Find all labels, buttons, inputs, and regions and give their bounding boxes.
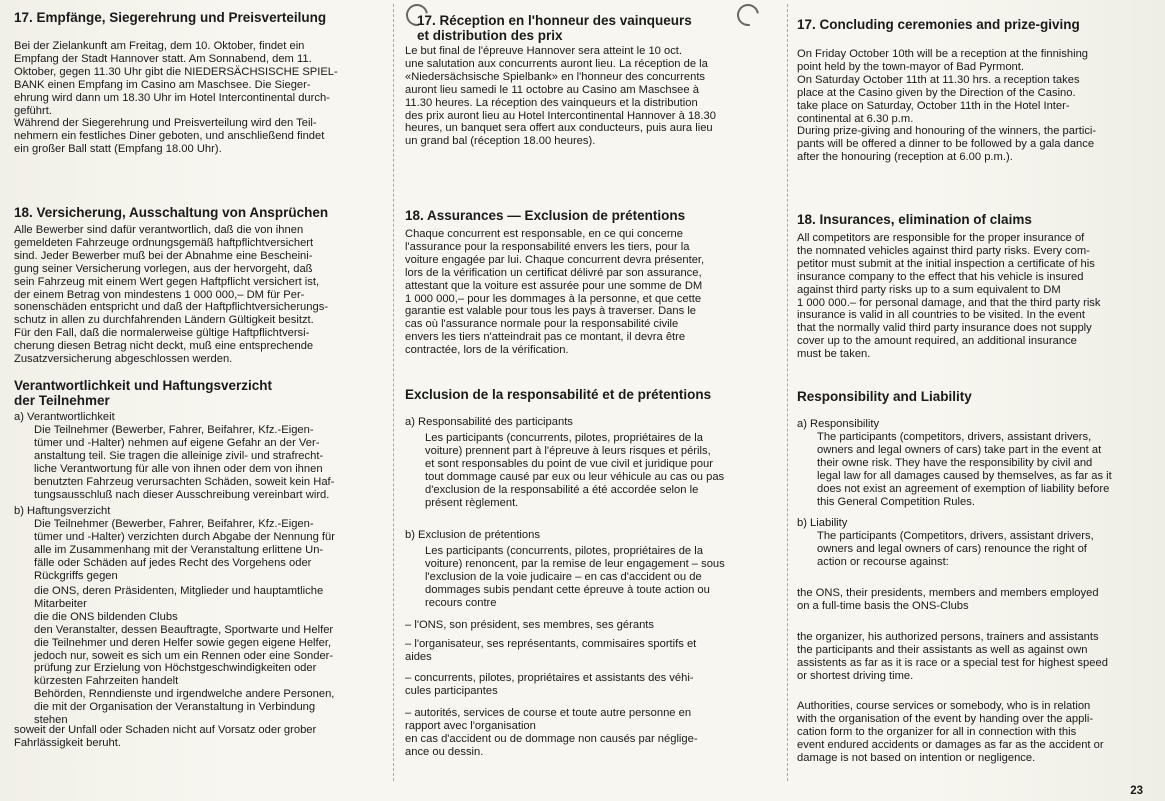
- en-section18-text: All competitors are responsible for the proper insurance of the nomnated vehicles against third party risks. Every com- petitor must submit at the initial inspection a certificate of his insurance company to the effect that his vehicle is insured against third party risks up to a sum equivalent to DM 1 000 000.– for personal damage, and that the third party risk insurance is valid in all countries to be visited. In the event that the normally valid third party insurance does not supply cover up to the amount required, an additional insurance must be taken.: [797, 232, 1101, 361]
- fr-list-item-competitors: – concurrents, pilotes, propriétaires et assistants des véhi- cules participantes: [405, 672, 694, 697]
- en-b-text: The participants (Competitors, drivers, assistant drivers, owners and legal owners of cars) renounce the right of action or recourse against:: [817, 530, 1094, 568]
- de-section18-text: Alle Bewerber sind dafür verantwortlich, daß die von ihnen gemeldeten Fahrzeuge ordnungsgemäß haftpflichtversichert sind. Jeder Bewerber muß bei der Abnahme eine Bescheini- gung seiner Versicherung vorlegen, aus der hervorgeht, daß sein Fahrzeug mit einem Wert gegen Haftpflicht versichert ist, der einem Betrag von mindestens 1 000 000,– DM für Per- sonenschäden entspricht und daß der Haftpflichtversicherungs- schutz in allen zu durchfahrenden Ländern Gültigkeit besitzt. Für den Fall, daß die normalerweise gültige Haftpflichtversi- cherung diesen Betrag nicht deckt, muß eine entsprechende Zusatzversicherung abgeschlossen werden.: [14, 224, 329, 366]
- german-column: [14, 0, 386, 801]
- de-a-label: a) Verantwortlichkeit: [14, 411, 115, 423]
- en-list-item-authorities: Authorities, course services or somebody, who is in relation with the organisation of the event by handing over the appli- cation form to the organizer for all in connection with this event endured accidents or damages as far as the accident or damage is not based on intention or negligence.: [797, 700, 1104, 764]
- en-responsibility-title: Responsibility and Liability: [797, 389, 972, 404]
- fr-section17-title: 17. Réception en l'honneur des vainqueurs et distribution des prix: [417, 13, 692, 43]
- fr-list-item-authorities: – autorités, services de course et toute autre personne en rapport avec l'organisation en cas d'accident ou de dommage non causés par néglige- ance ou dessin.: [405, 707, 698, 758]
- de-b-list: die ONS, deren Präsidenten, Mitglieder und hauptamtliche Mitarbeiter die die ONS bildenden Clubs den Veranstalter, dessen Beauftragte, Sportwarte und Helfer die Teilnehmer und deren Helfer sowie gegen eigene Helfer, jedoch nur, soweit es sich um ein Rennen oder eine Sonder- prüfung zur Erzielung von Höchstgeschwindigkeiten oder kürzesten Fahrzeiten handelt Behörden, Renndienste und irgendwelche andere Personen, die mit der Organisation der Veranstaltung in Verbindung stehen: [34, 585, 335, 727]
- fr-section18-text: Chaque concurrent est responsable, en ce qui concerne l'assurance pour la responsabilité envers les tiers, pour la voiture engagée par lui. Chaque concurrent devra présenter, lors de la vérification un certificat délivré par son assurance, attestant que la voiture est assurée pour une somme de DM 1 000 000,– pour les dommages à la personne, et que cette garantie est valable pour tous les pays à traverser. Dans le cas où l'assurance normale pour la responsabilité civile envers les tiers n'atteindrait pas ce montant, il devra être contractée, lors de la vérification.: [405, 228, 705, 357]
- column-divider-left: [393, 4, 394, 781]
- french-column: [405, 0, 780, 801]
- de-b-label: b) Haftungsverzicht: [14, 505, 111, 517]
- fr-b-label: b) Exclusion de prétentions: [405, 529, 540, 541]
- english-column: [797, 0, 1153, 801]
- en-section17-title: 17. Concluding ceremonies and prize-giving: [797, 17, 1080, 32]
- de-closing-text: soweit der Unfall oder Schaden nicht auf Vorsatz oder grober Fahrlässigkeit beruht.: [14, 724, 317, 749]
- fr-responsibility-title: Exclusion de la responsabilité et de prétentions: [405, 387, 712, 402]
- column-divider-right: [787, 4, 788, 781]
- en-section17-text: On Friday October 10th will be a reception at the finnishing point held by the town-mayor of Bad Pyrmont. On Saturday October 11th at 11.30 hrs. a reception takes place at the Casino given by the Direction of the Casino. take place on Saturday, October 11th in the Hotel Inter- continental at 6.30 p.m. During prize-giving and honouring of the winners, the partici- pants will be offered a dinner to be followed by a gala dance after the honouring (reception at 6.00 p.m.).: [797, 48, 1097, 164]
- fr-section18-title: 18. Assurances — Exclusion de prétentions: [405, 208, 686, 223]
- en-section18-title: 18. Insurances, elimination of claims: [797, 212, 1032, 227]
- fr-a-text: Les participants (concurrents, pilotes, propriétaires de la voiture) prennent part à l'épreuve à leurs risques et périls, et sont responsables du point de vue civil et juridique pour tout dommage causé par eux ou leur véhicule au cas ou pas d'exclusion de la responsabilité a été accordée selon le présent règlement.: [425, 432, 725, 509]
- en-b-label: b) Liability: [797, 517, 848, 529]
- fr-list-item-organizer: – l'organisateur, ses représentants, commisaires sportifs et aides: [405, 638, 697, 663]
- page-number: 23: [1130, 785, 1143, 797]
- de-section18-title: 18. Versicherung, Ausschaltung von Ansprüchen: [14, 205, 329, 220]
- fr-a-label: a) Responsabilité des participants: [405, 416, 573, 428]
- en-list-item-organizer: the organizer, his authorized persons, trainers and assistants the participants and their assistants as well as against own assistents as far as it is race or a special test for highest speed or shortest driving time.: [797, 631, 1108, 682]
- fr-b-text: Les participants (concurrents, pilotes, propriétaires de la voiture) renoncent, par la remise de leur engagement – sous l'exclusion de la voie judicaire – en cas d'accident ou de dommages subis pendant cette épreuve à toute action ou recours contre: [425, 545, 725, 609]
- de-section17-text: Bei der Zielankunft am Freitag, dem 10. Oktober, findet ein Empfang der Stadt Hannover statt. Am Sonnabend, dem 11. Oktober, gegen 11.30 Uhr gibt die NIEDERSÄCHSISCHE SPIEL- BANK einen Empfang im Casino am Maschsee. Die Sieger- ehrung wird dann um 18.30 Uhr im Hotel Intercontinental durch- geführt. Während der Siegerehrung und Preisverteilung wird den Teil- nehmern ein festliches Diner geboten, und anschließend findet ein großer Ball statt (Empfang 18.00 Uhr).: [14, 40, 338, 156]
- de-a-text: Die Teilnehmer (Bewerber, Fahrer, Beifahrer, Kfz.-Eigen- tümer und -Halter) nehmen auf eigene Gefahr an der Ver- anstaltung teil. Sie tragen die alleinige zivil- und strafrecht- liche Verantwortung für alle von ihnen oder dem von ihnen benutzten Fahrzeug verursachten Schäden, soweit kein Haf- tungsausschluß nach dieser Ausschreibung vereinbart wird.: [34, 424, 335, 501]
- en-a-text: The participants (competitors, drivers, assistant drivers, owners and legal owners of cars) take part in the event at their owne risk. They have the responsibility by civil and legal law for all damages caused by themselves, as far as it does not exist an agreement of exemption of liability before this General Competition Rules.: [817, 431, 1112, 508]
- fr-section17-text: Le but final de l'épreuve Hannover sera atteint le 10 oct. une salutation aux concurrents auront lieu. La réception de la «Niedersächsische Spielbank» en l'honneur des concurrents auront lieu samedi le 11 octobre au Casino am Maschsee à 11.30 heures. La réception des vainqueurs et la distribution des prix auront lieu au Hotel Intercontinental Hannover à 18.30 heures, un banquet sera offert aux conducteurs, puis aura lieu un grand bal (réception 18.00 heures).: [405, 45, 716, 148]
- de-section17-title: 17. Empfänge, Siegerehrung und Preisverteilung: [14, 10, 327, 25]
- de-responsibility-title: Verantwortlichkeit und Haftungsverzicht der Teilnehmer: [14, 378, 273, 408]
- de-b-text: Die Teilnehmer (Bewerber, Fahrer, Beifahrer, Kfz.-Eigen- tümer und -Halter) verzichten durch Abgabe der Nennung für alle im Zusammenhang mit der Veranstaltung erlittene Un- fälle oder Schäden auf jedes Recht des Vorgehens oder Rückgriffs gegen: [34, 518, 335, 582]
- en-list-item-ons: the ONS, their presidents, members and members employed on a full-time basis the ONS-Clubs: [797, 587, 1099, 612]
- fr-list-item-ons: – l'ONS, son président, ses membres, ses gérants: [405, 619, 654, 631]
- en-a-label: a) Responsibility: [797, 418, 880, 430]
